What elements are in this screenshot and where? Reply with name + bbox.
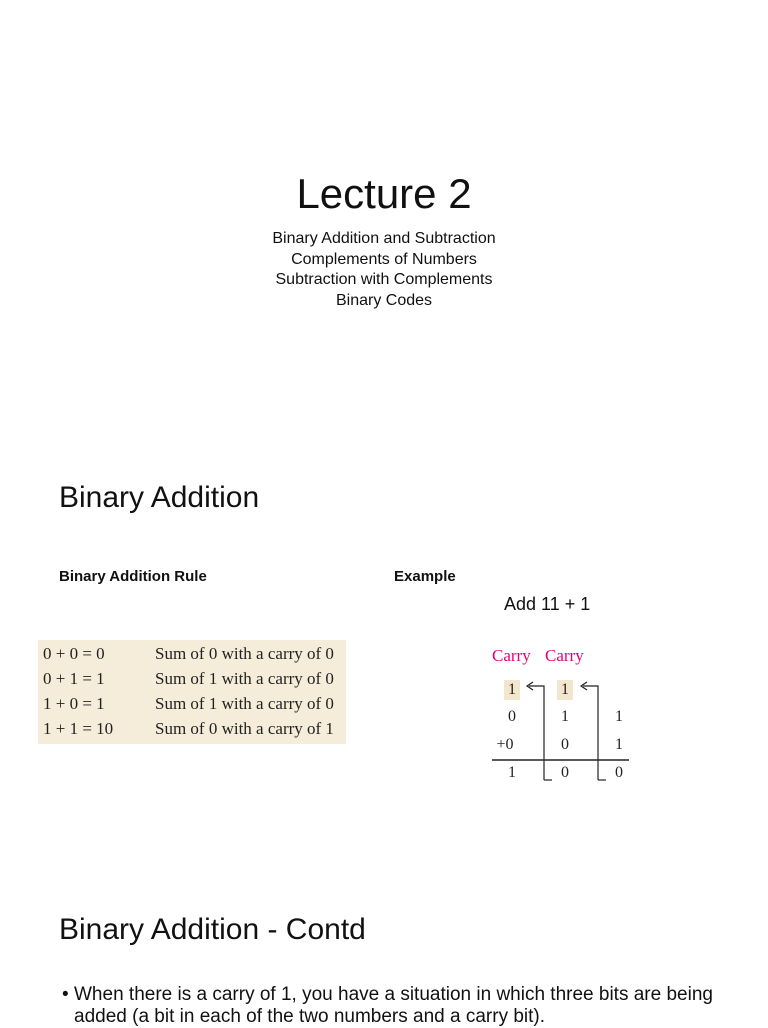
- carry-diagram: [484, 640, 644, 790]
- slide-heading: Binary Addition: [59, 481, 260, 514]
- augend-digit: 0: [561, 736, 569, 753]
- rule-equation: 1 + 1 = 10: [43, 719, 114, 738]
- carry-label: Carry: [545, 646, 584, 665]
- example-label: Example: [394, 568, 456, 585]
- binary-addition-contd-slide: [0, 864, 768, 1027]
- slide-heading: Binary Addition - Contd: [59, 913, 366, 946]
- addend-digit: 1: [561, 708, 569, 725]
- sum-digit: 1: [508, 764, 516, 781]
- topic-item: Binary Codes: [335, 291, 433, 309]
- carry-arrow-path: [583, 686, 598, 780]
- rule-description: Sum of 1 with a carry of 0: [155, 694, 334, 713]
- addend-digit: 0: [508, 708, 516, 725]
- rule-description: Sum of 1 with a carry of 0: [155, 669, 334, 688]
- rule-description: Sum of 0 with a carry of 1: [155, 719, 334, 738]
- bullet-icon: •: [62, 984, 69, 1005]
- title-slide: [0, 0, 768, 432]
- topic-list: [0, 229, 768, 311]
- lecture-title: Lecture 2: [296, 170, 472, 217]
- example-expression: Add 11 + 1: [504, 594, 591, 614]
- carry-arrows: [484, 640, 644, 790]
- topic-item: Complements of Numbers: [291, 250, 477, 268]
- addend-digit: 1: [615, 708, 623, 725]
- rule-row: [38, 641, 346, 666]
- bullet-text: When there is a carry of 1, you have a situation in which three bits are being added (a bit in each of the two numbers and a carry bit).: [74, 984, 713, 1027]
- carry-arrow-path: [529, 686, 544, 780]
- rule-equation: 0 + 1 = 1: [43, 669, 105, 688]
- rule-equation: 0 + 0 = 0: [43, 644, 105, 663]
- carry-digit: 1: [508, 681, 516, 698]
- rule-row: [38, 716, 346, 741]
- rule-label: Binary Addition Rule: [59, 568, 207, 585]
- binary-addition-slide: [0, 432, 768, 864]
- rule-row: [38, 666, 346, 691]
- augend-digit: 1: [615, 736, 623, 753]
- carry-digit: 1: [561, 681, 569, 698]
- sum-digit: 0: [561, 764, 569, 781]
- topic-item: Subtraction with Complements: [275, 271, 493, 288]
- rule-row: [38, 691, 346, 716]
- carry-label: Carry: [492, 646, 531, 665]
- topic-item: Binary Addition and Subtraction: [272, 230, 496, 247]
- addition-rule-table: [38, 640, 346, 744]
- sum-digit: 0: [615, 764, 623, 781]
- augend-digit: +0: [496, 736, 514, 753]
- rule-description: Sum of 0 with a carry of 0: [155, 644, 334, 663]
- rule-equation: 1 + 0 = 1: [43, 694, 105, 713]
